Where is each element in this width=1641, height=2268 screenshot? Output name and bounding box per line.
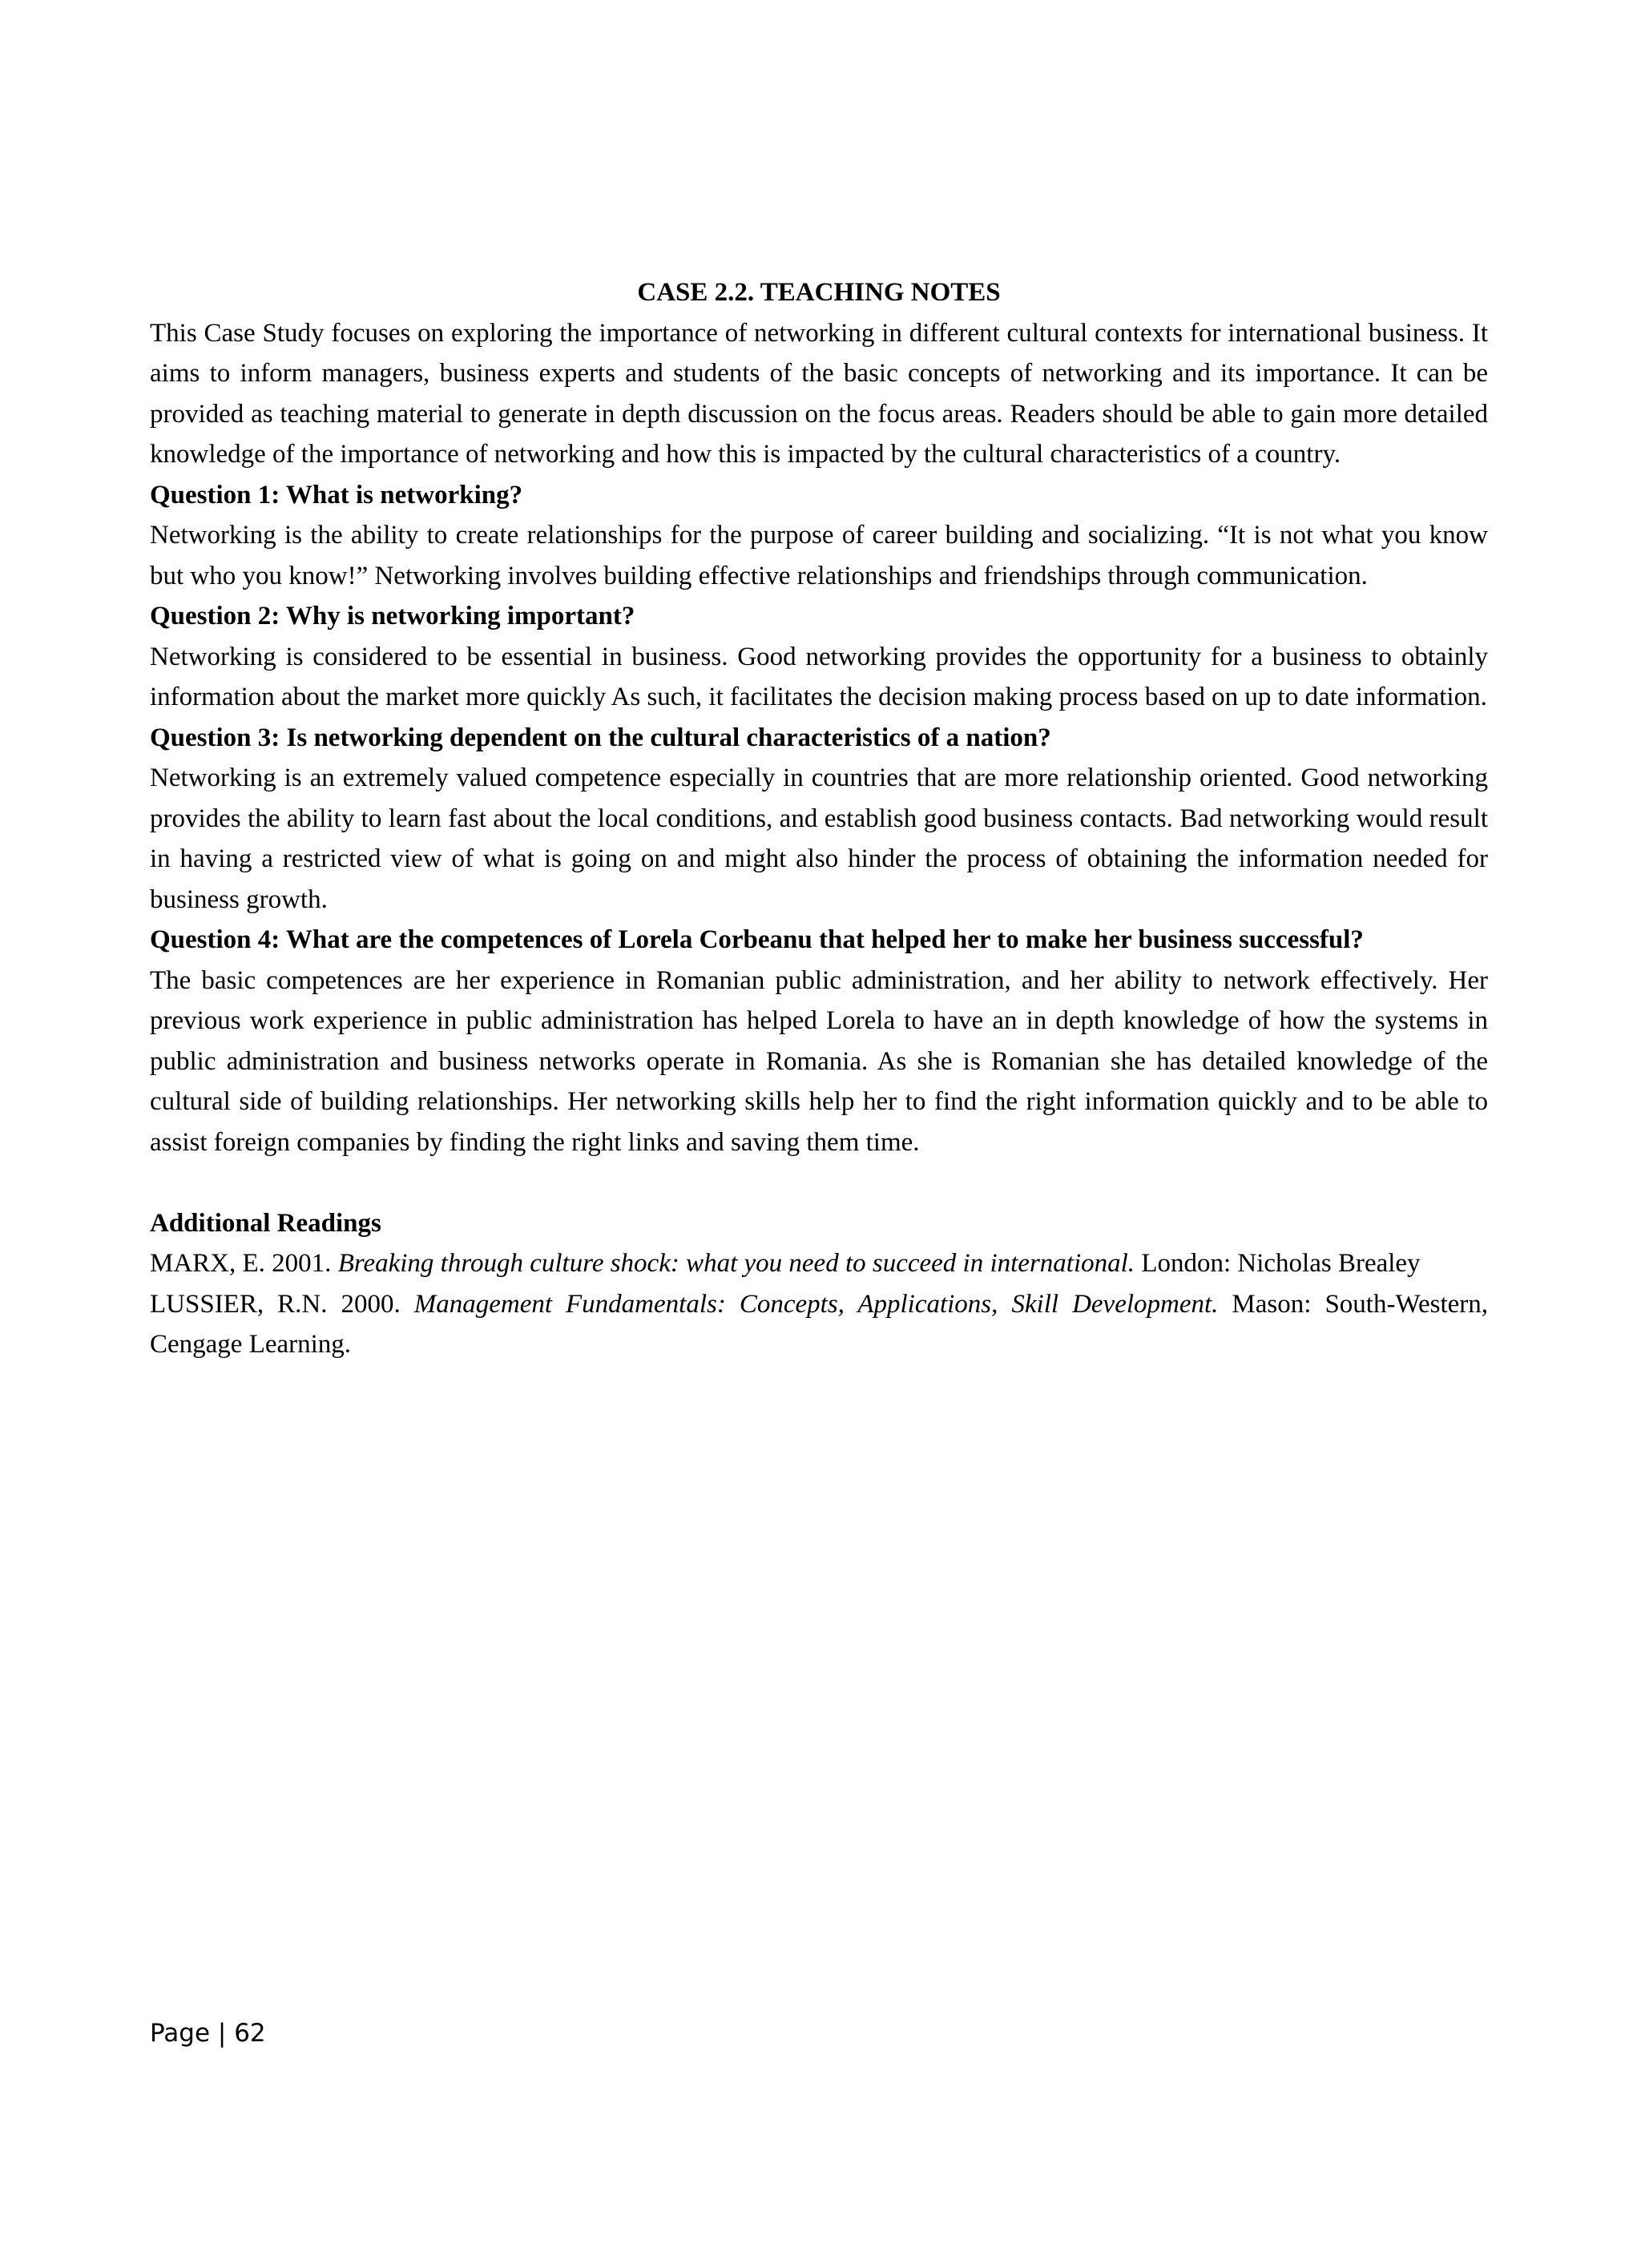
page-number: Page | 62	[150, 2019, 266, 2048]
question-1: Question 1: What is networking?	[150, 480, 523, 510]
question-2: Question 2: Why is networking important?	[150, 602, 635, 630]
reading-publisher: London: Nicholas Brealey	[1135, 1249, 1421, 1278]
question-3: Question 3: Is networking dependent on the cultural characteristics of a nation?	[150, 723, 1051, 752]
answer-4: The basic competences are her experience in Romanian public administration, and her ability to network effectively. Her previous work experience in public administration has helped Lorela to have an in depth knowledge of how the systems in public administration and business networks operate in Romania. As she is Romanian she has detailed knowledge of the cultural side of building relationships. Her networking skills help her to find the right information quickly and to be able to assist foreign companies by finding the right links and saving them time.	[150, 965, 1488, 1157]
answer-2: Networking is considered to be essential in business. Good networking provides the opportunity for a business to obtainly information about the market more quickly As such, it facilitates the decision making process based on up to date information.	[150, 642, 1488, 711]
readings-heading: Additional Readings	[150, 1208, 381, 1238]
reading-author-year: LUSSIER, R.N. 2000.	[150, 1289, 414, 1319]
reading-item	[150, 1284, 1488, 1365]
answer-3: Networking is an extremely valued competence especially in countries that are more relationship oriented. Good networking provides the ability to learn fast about the local conditions, and establish good business contacts. Bad networking would result in having a restricted view of what is going on and might also hinder the process of obtaining the information needed for business growth.	[150, 763, 1488, 914]
reading-item	[150, 1243, 1488, 1284]
reading-title: Breaking through culture shock: what you need to succeed in international.	[337, 1249, 1135, 1278]
document-body	[150, 272, 1488, 1365]
reading-author-year: MARX, E. 2001.	[150, 1249, 338, 1278]
page-title: CASE 2.2. TEACHING NOTES	[637, 278, 1001, 307]
reading-title: Management Fundamentals: Concepts, Applications, Skill Development.	[413, 1289, 1219, 1319]
question-4: Question 4: What are the competences of Lorela Corbeanu that helped her to make her business successful?	[150, 925, 1364, 954]
reading-publisher: Mason: South-Western, Cengage Learning.	[150, 1289, 1489, 1359]
section-spacer	[150, 1162, 1488, 1203]
intro-paragraph: This Case Study focuses on exploring the importance of networking in different cultural contexts for international business. It aims to inform managers, business experts and students of the basic concepts of networking and its importance. It can be provided as teaching material to generate in depth discussion on the focus areas. Readers should be able to gain more detailed knowledge of the importance of networking and how this is impacted by the cultural characteristics of a country.	[150, 318, 1488, 469]
answer-1: Networking is the ability to create relationships for the purpose of career building and socializing. “It is not what you know but who you know!” Networking involves building effective relationships and friendships through communication.	[150, 521, 1488, 590]
